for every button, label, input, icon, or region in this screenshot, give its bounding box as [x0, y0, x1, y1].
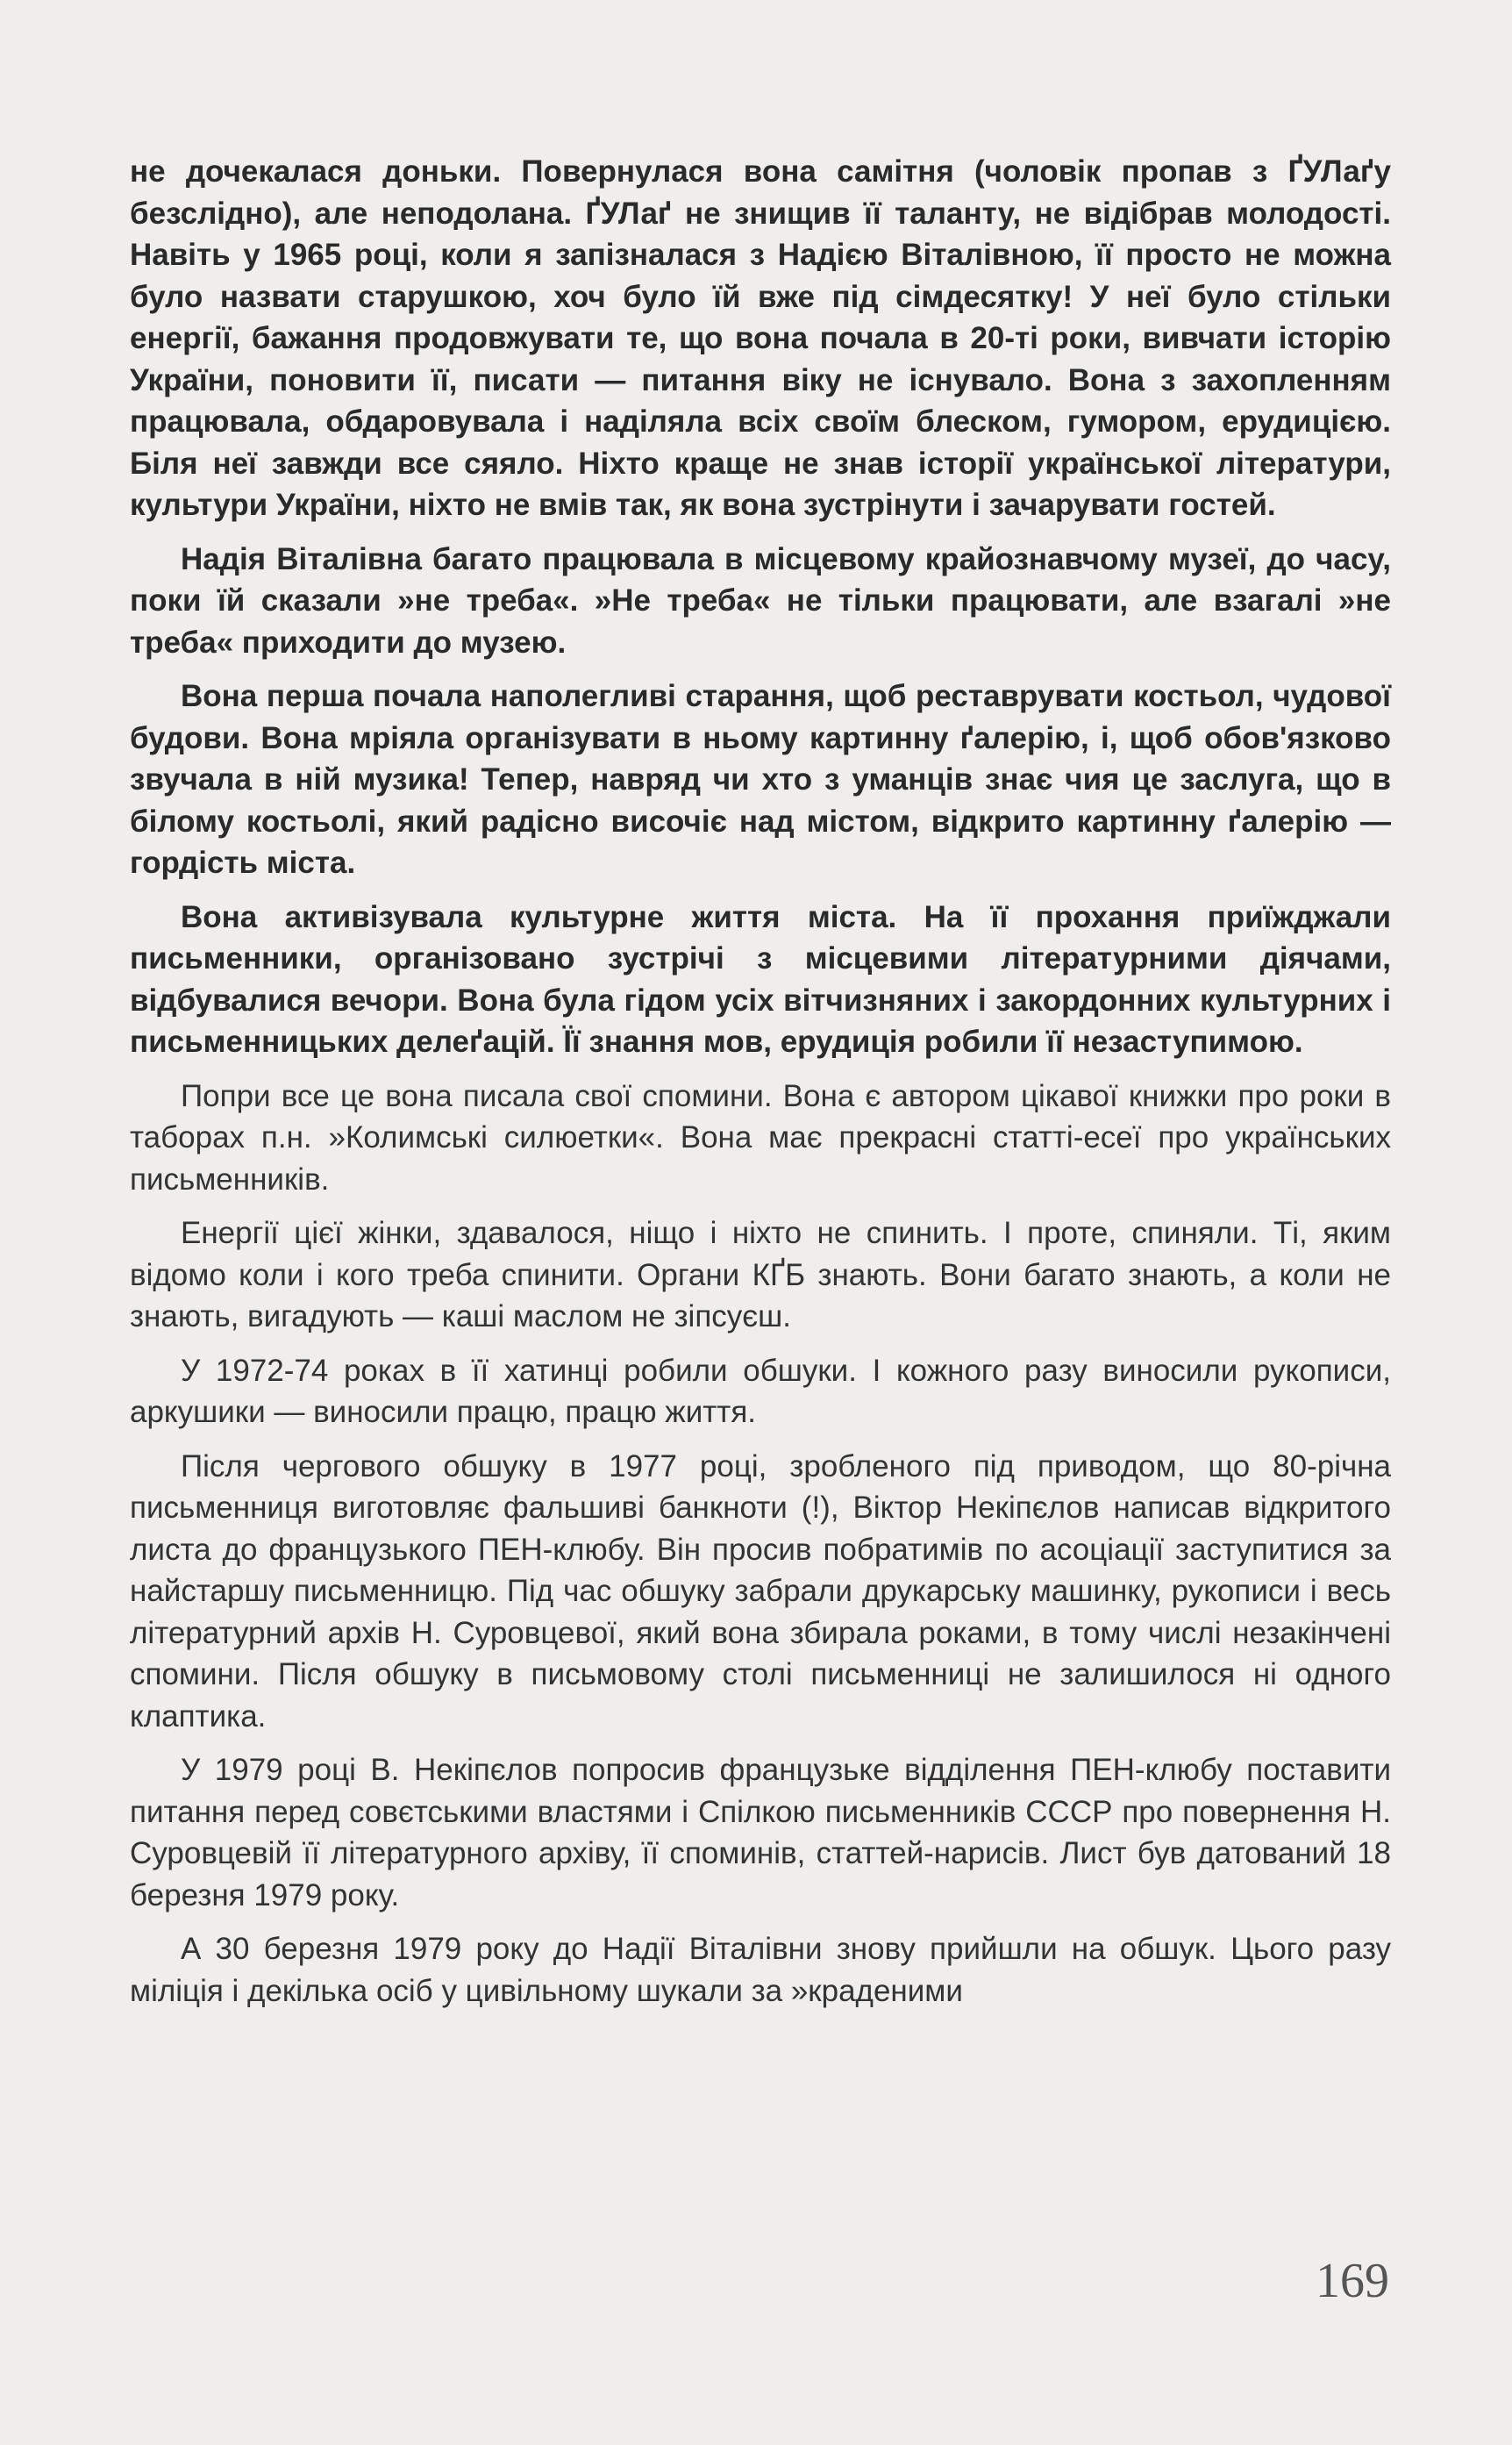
- page-number: 169: [1316, 2254, 1389, 2308]
- paragraph-5: Попри все це вона писала свої спомини. Вона є автором цікавої книжки про роки в таборах п.н. »Колимські силюетки«. Вона має прекрасні статті-есеї про українських письменників.: [130, 1078, 1391, 1197]
- paragraph-2: Надія Віталівна багато працювала в місцевому крайознавчому музеї, до часу, поки їй сказали »не треба«. »Не треба« не тільки працювати, але взагалі »не треба« приходити до музею.: [130, 541, 1391, 660]
- paragraph-10: А 30 березня 1979 року до Надії Віталівни знову прийшли на обшук. Цього разу міліція і декілька осіб у цивільному шукали за »краденими: [130, 1932, 1391, 2008]
- paragraph-4: Вона активізувала культурне життя міста. На її прохання приїжджали письменники, організовано зустрічі з місцевими літературними діячами, відбувалися вечори. Вона була гідом усіх вітчизняних і закордонних культурних і письменницьких делеґацій. Її знання мов, ерудиція робили її незаступимою.: [130, 899, 1391, 1059]
- paragraph-8: Після чергового обшуку в 1977 році, зробленого під приводом, що 80-річна письменниця виготовляє фальшиві банкноти (!), Віктор Некіпєлов написав відкритого листа до французького ПЕН-клюбу. Він просив побратимів по асоціації заступитися за найстаршу письменницю. Під час обшуку забрали друкарську машинку, рукописи і весь літературний архів Н. Суровцевої, який вона збирала роками, в тому числі незакінчені спомини. Після обшуку в письмовому столі письменниці не залишилося ні одного клаптика.: [130, 1448, 1391, 1734]
- paragraph-7: У 1972-74 роках в її хатинці робили обшуки. І кожного разу виносили рукописи, аркушики — виносили працю, працю життя.: [130, 1353, 1391, 1429]
- paragraph-6: Енергії цієї жінки, здавалося, ніщо і ніхто не спинить. І проте, спиняли. Ті, яким відомо коли і кого треба спинити. Органи КҐБ знають. Вони багато знають, а коли не знають, вигадують — каші маслом не зіпсуєш.: [130, 1216, 1391, 1333]
- body-text: [130, 151, 1391, 2012]
- paragraph-1: не дочекалася доньки. Повернулася вона самітня (чоловік пропав з ҐУЛаґу безслідно), але неподолана. ҐУЛаґ не знищив її таланту, не відібрав молодості. Навіть у 1965 році, коли я запізналася з Надією Віталівною, її просто не можна було назвати старушкою, хоч було їй вже під сімдесятку! У неї було стільки енергії, бажання продовжувати те, що вона почала в 20-ті роки, вивчати історію України, поновити її, писати — питання віку не існувало. Вона з захопленням працювала, обдаровувала і наділяла всіх своїм блеском, гумором, ерудицією. Біля неї завжди все сяяло. Ніхто краще не знав історії української літератури, культури України, ніхто не вмів так, як вона зустрінути і зачарувати гостей.: [130, 154, 1391, 522]
- paragraph-3: Вона перша почала наполегливі старання, щоб реставрувати костьол, чудової будови. Вона мріяла організувати в ньому картинну ґалерію, і, щоб обов'язково звучала в ній музика! Тепер, навряд чи хто з уманців знає чия це заслуга, що в білому костьолі, який радісно височіє над містом, відкрито картинну ґалерію — гордість міста.: [130, 679, 1391, 880]
- paragraph-9: У 1979 році В. Некіпєлов попросив французьке відділення ПЕН-клюбу поставити питання перед совєтськими властями і Спілкою письменників СССР про повернення Н. Суровцевій її літературного архіву, її споминів, статтей-нарисів. Лист був датований 18 березня 1979 року.: [130, 1753, 1391, 1912]
